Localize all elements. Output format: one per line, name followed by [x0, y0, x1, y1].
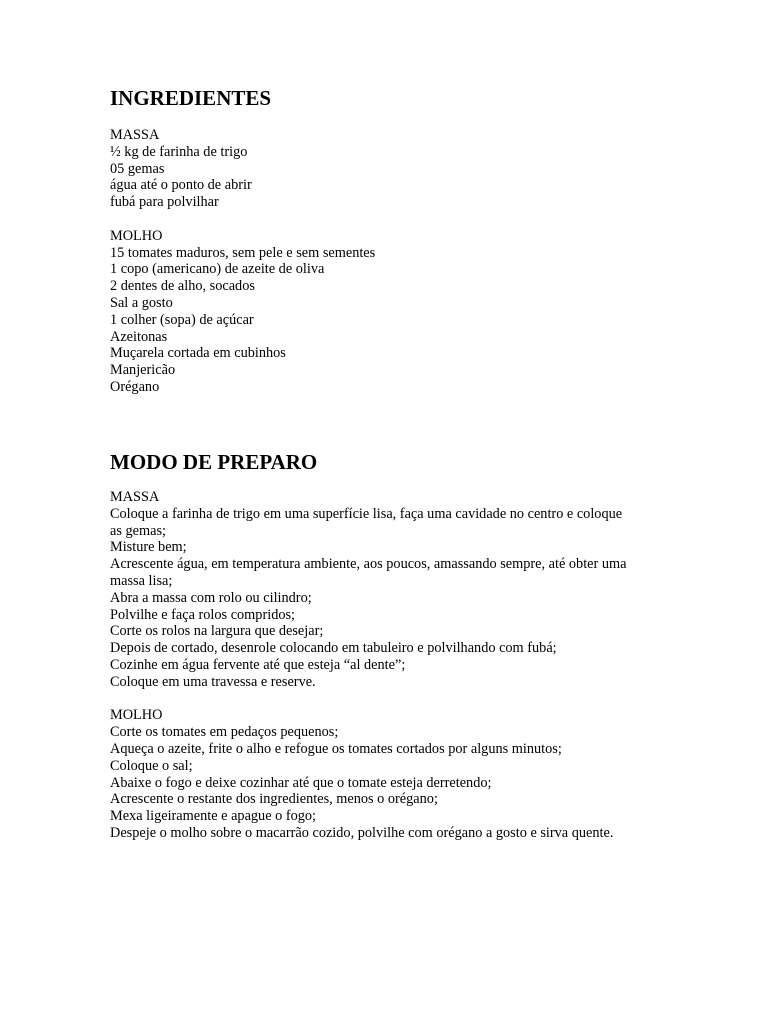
preparo-step: Mexa ligeiramente e apague o fogo; [110, 808, 317, 825]
ingredient-item: ½ kg de farinha de trigo [110, 143, 248, 160]
ingredientes-massa-label: MASSA [110, 127, 160, 143]
preparo-step: Despeje o molho sobre o macarrão cozido, polvilhe com orégano a gosto e sirva quente. [110, 824, 614, 841]
ingredient-item: Orégano [110, 378, 160, 395]
preparo-step: Cozinhe em água fervente até que esteja “al dente”; [110, 656, 406, 673]
preparo-step: Coloque a farinha de trigo em uma superfície lisa, faça uma cavidade no centro e coloque as gemas; [110, 505, 623, 539]
preparo-step: Corte os rolos na largura que desejar; [110, 623, 324, 640]
ingredientes-molho-label: MOLHO [110, 227, 163, 244]
preparo-step: Aqueça o azeite, frite o alho e refogue os tomates cortados por alguns minutos; [110, 740, 562, 757]
preparo-step: Misture bem; [110, 539, 187, 556]
preparo-step: Depois de cortado, desenrole colocando em tabuleiro e polvilhando com fubá; [110, 640, 557, 657]
ingredient-item: Muçarela cortada em cubinhos [110, 345, 286, 362]
ingredient-item: Manjericão [110, 362, 176, 379]
preparo-step: Acrescente água, em temperatura ambiente, aos poucos, amassando sempre, até obter uma massa lisa; [110, 556, 627, 589]
preparo-step: Polvilhe e faça rolos compridos; [110, 606, 296, 623]
preparo-section [110, 489, 710, 842]
preparo-massa-label: MASSA [110, 489, 160, 505]
preparo-step: Acrescente o restante dos ingredientes, menos o orégano; [110, 791, 438, 808]
ingredient-item: água até o ponto de abrir [110, 177, 252, 194]
ingredientes-heading: INGREDIENTES [110, 86, 272, 110]
ingredient-item: 15 tomates maduros, sem pele e sem sementes [110, 244, 376, 261]
preparo-molho-label: MOLHO [110, 707, 163, 724]
ingredient-item: Sal a gosto [110, 294, 173, 311]
preparo-step: Corte os tomates em pedaços pequenos; [110, 724, 339, 741]
ingredient-item: 1 copo (americano) de azeite de oliva [110, 261, 325, 278]
ingredient-item: 2 dentes de alho, socados [110, 278, 255, 295]
ingredient-item: Azeitonas [110, 328, 168, 345]
preparo-step: Abra a massa com rolo ou cilindro; [110, 589, 312, 606]
ingredient-item: 05 gemas [110, 160, 165, 177]
ingredientes-section [110, 127, 710, 396]
modo-de-preparo-heading: MODO DE PREPARO [110, 450, 318, 474]
ingredient-item: 1 colher (sopa) de açúcar [110, 311, 254, 328]
ingredient-item: fubá para polvilhar [110, 194, 219, 211]
preparo-step: Coloque o sal; [110, 757, 193, 774]
spacer [110, 691, 710, 708]
spacer [110, 211, 710, 228]
preparo-step: Coloque em uma travessa e reserve. [110, 673, 316, 690]
preparo-step: Abaixe o fogo e deixe cozinhar até que o tomate esteja derretendo; [110, 774, 492, 791]
